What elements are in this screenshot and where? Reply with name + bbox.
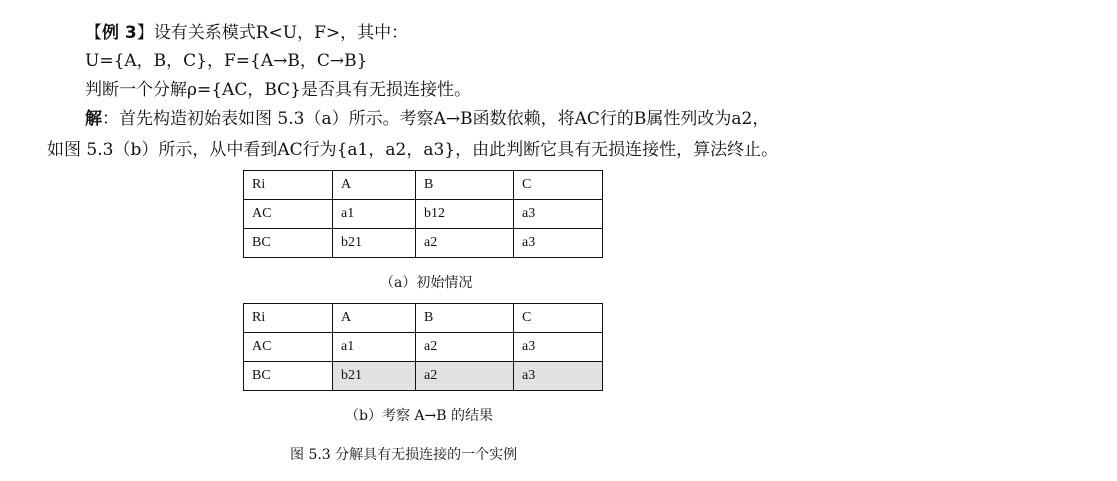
table-b-header-cell: Ri <box>244 304 333 333</box>
solution-line2: 如图 5.3（b）所示，从中看到AC行为{a1，a2，a3}，由此判断它具有无损连接性，算法终止。 <box>47 140 779 160</box>
table-row <box>244 333 603 362</box>
table-a-caption: （a）初始情况 <box>380 275 473 291</box>
figure-caption: 图 5.3 分解具有无损连接的一个实例 <box>290 447 518 463</box>
table-a-header-row <box>244 171 603 200</box>
table-a-header-cell: A <box>333 171 416 200</box>
solution-line1 <box>85 108 769 130</box>
table-cell: b21 <box>333 229 416 258</box>
table-row <box>244 200 603 229</box>
bracket-close: 】 <box>136 23 154 43</box>
table-cell-shaded: a3 <box>514 362 603 391</box>
table-b-caption: （b）考察 A→B 的结果 <box>345 408 493 424</box>
example-line3: 判断一个分解ρ={AC，BC}是否具有无损连接性。 <box>85 80 471 100</box>
table-row-highlighted <box>244 362 603 391</box>
table-cell: a2 <box>416 229 514 258</box>
example-heading <box>85 22 408 44</box>
table-b <box>243 303 603 391</box>
table-b-header-cell: A <box>333 304 416 333</box>
table-cell: a1 <box>333 333 416 362</box>
table-cell-shaded: b21 <box>333 362 416 391</box>
example-title: 例 3 <box>102 23 137 43</box>
solution-label: 解 <box>85 109 102 129</box>
table-cell-shaded: a2 <box>416 362 514 391</box>
table-cell: a2 <box>416 333 514 362</box>
table-a <box>243 170 603 258</box>
table-cell: a1 <box>333 200 416 229</box>
example-line1: 设有关系模式R<U，F>，其中： <box>153 23 409 43</box>
table-cell: a3 <box>514 229 603 258</box>
bracket-open: 【 <box>85 23 102 43</box>
table-cell: AC <box>244 333 333 362</box>
table-b-header-row <box>244 304 603 333</box>
table-row <box>244 229 603 258</box>
table-b-header-cell: C <box>514 304 603 333</box>
example-line2: U={A，B，C}，F={A→B，C→B} <box>85 51 368 71</box>
table-a-header-cell: Ri <box>244 171 333 200</box>
table-a-header-cell: B <box>416 171 514 200</box>
table-cell: BC <box>244 229 333 258</box>
table-cell: AC <box>244 200 333 229</box>
table-cell: b12 <box>416 200 514 229</box>
table-cell: a3 <box>514 333 603 362</box>
table-cell: a3 <box>514 200 603 229</box>
table-a-header-cell: C <box>514 171 603 200</box>
solution-colon: ： <box>102 109 119 129</box>
solution-text1: 首先构造初始表如图 5.3（a）所示。考察A→B函数依赖，将AC行的B属性列改为a2， <box>119 109 770 129</box>
table-b-header-cell: B <box>416 304 514 333</box>
table-cell: BC <box>244 362 333 391</box>
